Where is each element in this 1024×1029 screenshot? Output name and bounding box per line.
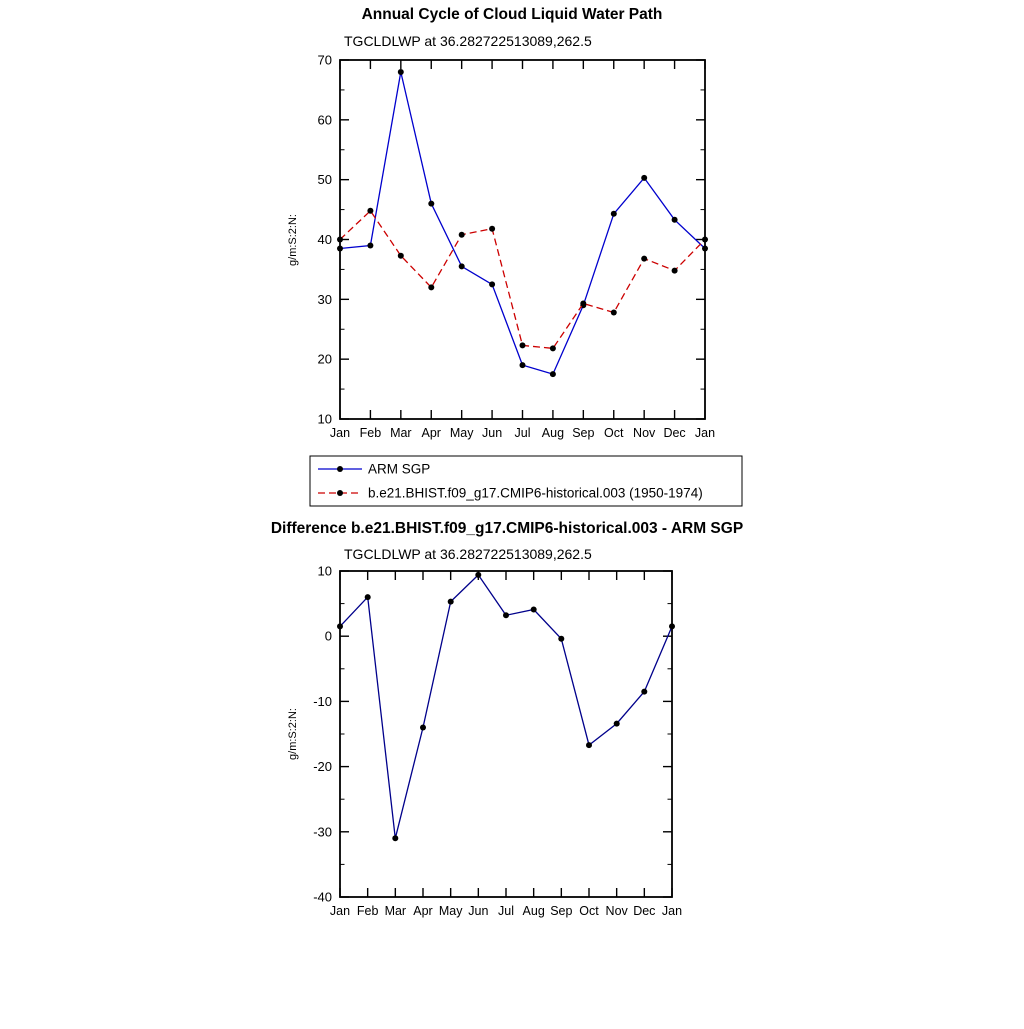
svg-text:Jun: Jun <box>482 426 503 440</box>
svg-text:-10: -10 <box>313 693 332 709</box>
svg-text:Apr: Apr <box>421 426 441 440</box>
svg-text:60: 60 <box>317 112 332 128</box>
svg-text:70: 70 <box>317 52 332 68</box>
svg-text:Mar: Mar <box>390 426 412 440</box>
svg-text:-20: -20 <box>313 759 332 775</box>
svg-text:Jul: Jul <box>498 904 514 918</box>
svg-text:Aug: Aug <box>522 904 545 918</box>
legend-label-model: b.e21.BHIST.f09_g17.CMIP6-historical.003 (1950-1974) <box>368 485 703 501</box>
svg-text:Nov: Nov <box>633 426 656 440</box>
legend-marker-model <box>337 490 343 496</box>
svg-text:-30: -30 <box>313 824 332 840</box>
svg-text:Feb: Feb <box>356 904 379 918</box>
svg-text:May: May <box>438 904 463 918</box>
svg-text:Nov: Nov <box>605 904 628 918</box>
svg-text:30: 30 <box>317 291 332 307</box>
legend-label-arm-sgp: ARM SGP <box>368 461 431 477</box>
bottom-chart-subtitle: TGCLDLWP at 36.282722513089,262.5 <box>344 546 592 562</box>
svg-text:Apr: Apr <box>413 904 433 918</box>
svg-text:40: 40 <box>317 232 332 247</box>
bottom-chart-plot-area <box>313 564 682 919</box>
svg-text:May: May <box>449 426 474 440</box>
top-chart-title: Annual Cycle of Cloud Liquid Water Path <box>361 6 663 23</box>
svg-text:Dec: Dec <box>633 904 656 918</box>
svg-text:Sep: Sep <box>572 426 595 440</box>
svg-text:Aug: Aug <box>541 426 565 440</box>
legend <box>310 456 742 506</box>
svg-text:-40: -40 <box>313 889 332 905</box>
top-chart-y-axis-label: g/m:S:2:N: <box>287 214 299 266</box>
svg-text:Oct: Oct <box>579 904 599 918</box>
svg-text:10: 10 <box>317 563 332 579</box>
top-chart-subtitle: TGCLDLWP at 36.282722513089,262.5 <box>344 33 592 49</box>
svg-text:Jul: Jul <box>514 426 531 440</box>
svg-text:Dec: Dec <box>663 426 686 440</box>
bottom-chart-y-axis-label: g/m:S:2:N: <box>287 708 299 760</box>
svg-text:Feb: Feb <box>359 426 382 440</box>
svg-text:20: 20 <box>317 351 332 367</box>
bottom-chart-title: Difference b.e21.BHIST.f09_g17.CMIP6-historical.003 - ARM SGP <box>270 520 744 537</box>
top-chart-plot-area <box>318 53 716 441</box>
svg-text:Jan: Jan <box>694 426 716 440</box>
svg-text:Jun: Jun <box>468 904 489 918</box>
svg-text:Sep: Sep <box>550 904 573 918</box>
svg-text:10: 10 <box>317 411 332 427</box>
svg-text:0: 0 <box>324 628 332 644</box>
svg-text:Jan: Jan <box>329 904 351 918</box>
svg-text:Jan: Jan <box>329 426 351 440</box>
svg-text:50: 50 <box>317 172 332 188</box>
svg-text:Jan: Jan <box>661 904 683 918</box>
svg-text:Oct: Oct <box>604 426 624 440</box>
svg-text:Mar: Mar <box>384 904 407 918</box>
legend-marker-arm-sgp <box>337 466 343 472</box>
